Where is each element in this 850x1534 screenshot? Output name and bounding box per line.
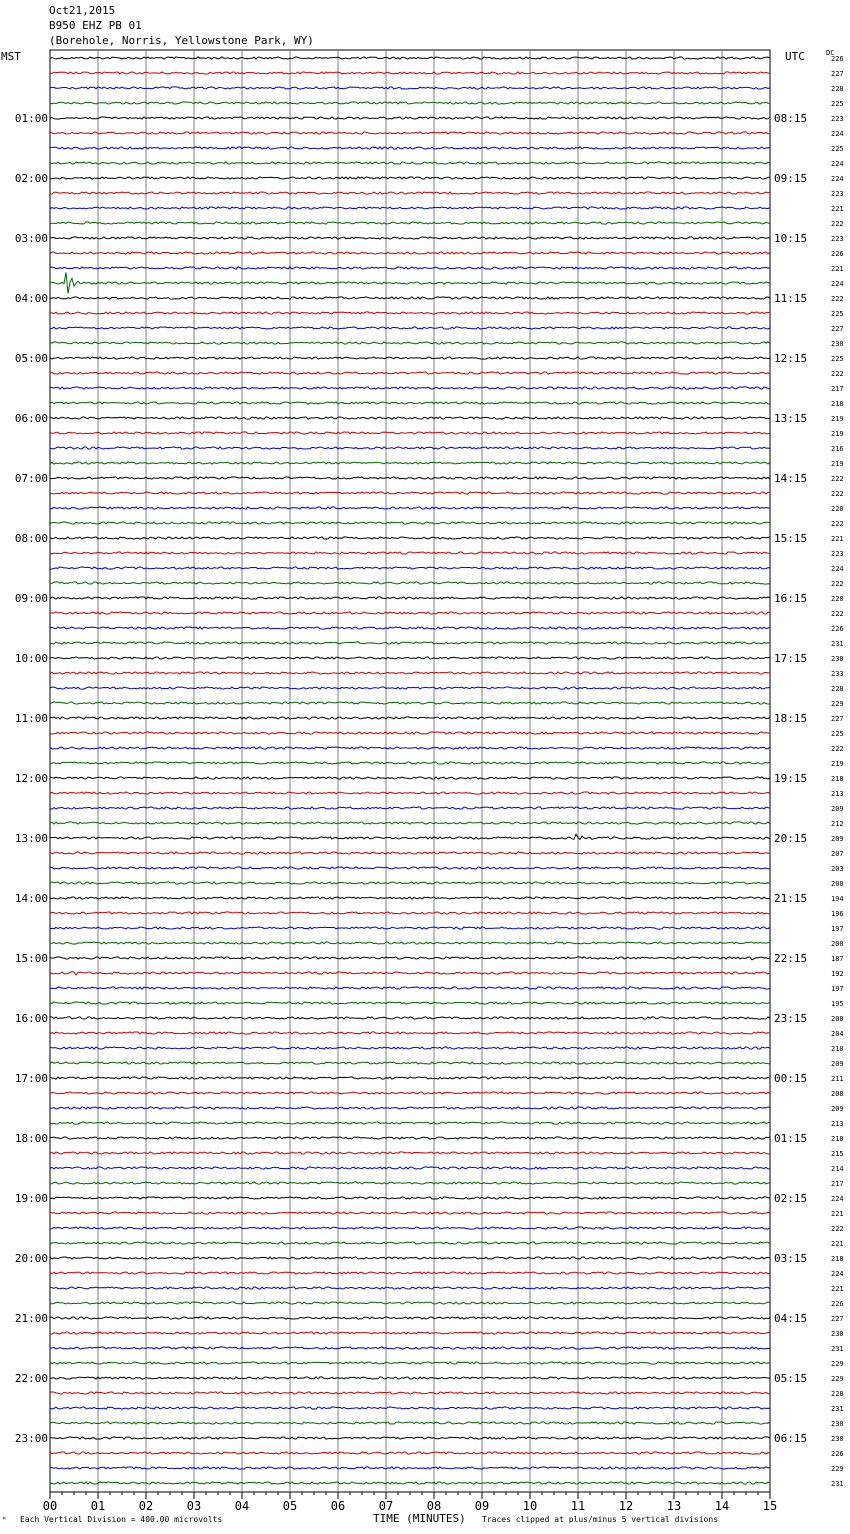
dc-offset-label: 230: [831, 655, 844, 663]
trace-line-59: [50, 942, 770, 944]
dc-offset-label: 231: [831, 1480, 844, 1488]
utc-hour-label: 19:15: [774, 772, 808, 785]
x-tick-label: 01: [90, 1499, 106, 1513]
trace-line-92: [50, 1437, 770, 1439]
dc-offset-label: 219: [831, 430, 844, 438]
trace-line-6: [50, 147, 770, 149]
dc-offset-label: 229: [831, 1360, 844, 1368]
trace-line-13: [50, 252, 770, 254]
dc-offset-label: 192: [831, 970, 844, 978]
x-tick-label: 13: [666, 1499, 682, 1513]
utc-hour-label: 22:15: [774, 952, 808, 965]
dc-offset-label: 217: [831, 1180, 844, 1188]
trace-line-87: [50, 1362, 770, 1364]
x-tick-label: 10: [522, 1499, 538, 1513]
utc-hour-label: 21:15: [774, 892, 808, 905]
dc-offset-label: 226: [831, 55, 844, 63]
trace-line-56: [50, 897, 770, 899]
trace-line-11: [50, 222, 770, 224]
trace-line-8: [50, 177, 770, 179]
dc-offset-label: 226: [831, 250, 844, 258]
trace-line-30: [50, 507, 770, 509]
trace-line-31: [50, 522, 770, 524]
dc-offset-label: 226: [831, 1300, 844, 1308]
trace-line-88: [50, 1377, 770, 1379]
x-tick-label: 06: [330, 1499, 346, 1513]
utc-hour-label: 09:15: [774, 172, 808, 185]
plot-frame: [50, 50, 770, 1492]
dc-offset-label: 222: [831, 1225, 844, 1233]
x-tick-label: 09: [474, 1499, 490, 1513]
dc-offset-label: 221: [831, 1285, 844, 1293]
mst-hour-label: 13:00: [14, 832, 48, 845]
trace-line-36: [50, 597, 770, 599]
dc-offset-label: 227: [831, 325, 844, 333]
dc-offset-label: 229: [831, 1465, 844, 1473]
dc-offset-label: 223: [831, 550, 844, 558]
dc-offset-label: 224: [831, 160, 844, 168]
x-tick-label: 00: [42, 1499, 58, 1513]
dc-offset-label: 231: [831, 1405, 844, 1413]
trace-line-63: [50, 1002, 770, 1004]
dc-offset-label: 210: [831, 1135, 844, 1143]
trace-line-7: [50, 162, 770, 164]
dc-offset-label: 216: [831, 445, 844, 453]
trace-line-15: [50, 273, 770, 294]
trace-line-18: [50, 327, 770, 329]
trace-line-90: [50, 1407, 770, 1409]
mst-hour-label: 07:00: [14, 472, 48, 485]
dc-offset-label: 194: [831, 895, 844, 903]
trace-line-25: [50, 432, 770, 434]
trace-line-76: [50, 1197, 770, 1199]
mst-hour-label: 10:00: [14, 652, 48, 665]
x-tick-label: 12: [618, 1499, 634, 1513]
label-group: [15, 55, 844, 1513]
dc-offset-label: 224: [831, 175, 844, 183]
trace-line-71: [50, 1122, 770, 1124]
dc-offset-label: 222: [831, 220, 844, 228]
dc-offset-label: 218: [831, 775, 844, 783]
trace-line-42: [50, 687, 770, 689]
dc-offset-label: 224: [831, 130, 844, 138]
dc-offset-label: 220: [831, 505, 844, 513]
dc-offset-label: 215: [831, 1150, 844, 1158]
utc-hour-label: 05:15: [774, 1372, 808, 1385]
dc-offset-label: 225: [831, 730, 844, 738]
trace-line-39: [50, 642, 770, 644]
dc-offset-label: 222: [831, 610, 844, 618]
dc-offset-label: 195: [831, 1000, 844, 1008]
utc-hour-label: 08:15: [774, 112, 808, 125]
dc-label: DC: [826, 49, 835, 57]
dc-offset-label: 219: [831, 415, 844, 423]
mst-hour-label: 09:00: [14, 592, 48, 605]
mst-hour-label: 16:00: [14, 1012, 48, 1025]
trace-line-70: [50, 1107, 770, 1109]
dc-offset-label: 222: [831, 370, 844, 378]
trace-line-50: [50, 807, 770, 809]
dc-offset-label: 224: [831, 1195, 844, 1203]
dc-offset-label: 219: [831, 760, 844, 768]
dc-offset-label: 222: [831, 745, 844, 753]
mst-hour-label: 05:00: [14, 352, 48, 365]
mst-hour-label: 23:00: [14, 1432, 48, 1445]
dc-offset-label: 209: [831, 1060, 844, 1068]
trace-line-75: [50, 1182, 770, 1184]
dc-offset-label: 209: [831, 1105, 844, 1113]
dc-offset-label: 212: [831, 820, 844, 828]
trace-line-45: [50, 732, 770, 734]
dc-offset-label: 225: [831, 100, 844, 108]
dc-offset-label: 203: [831, 865, 844, 873]
dc-offset-label: 224: [831, 1270, 844, 1278]
trace-line-41: [50, 672, 770, 674]
mst-label: MST: [1, 50, 21, 63]
trace-line-16: [50, 297, 770, 299]
dc-offset-label: 222: [831, 475, 844, 483]
trace-line-69: [50, 1092, 770, 1094]
dc-offset-label: 223: [831, 190, 844, 198]
trace-line-79: [50, 1242, 770, 1244]
dc-offset-label: 228: [831, 1390, 844, 1398]
dc-offset-label: 226: [831, 1450, 844, 1458]
dc-offset-label: 197: [831, 925, 844, 933]
trace-line-82: [50, 1287, 770, 1289]
dc-offset-label: 217: [831, 385, 844, 393]
dc-offset-label: 211: [831, 1075, 844, 1083]
x-tick-label: 04: [234, 1499, 250, 1513]
dc-offset-label: 222: [831, 490, 844, 498]
dc-offset-label: 221: [831, 1210, 844, 1218]
utc-hour-label: 11:15: [774, 292, 808, 305]
trace-group: [50, 57, 770, 1484]
dc-offset-label: 209: [831, 835, 844, 843]
mst-hour-label: 04:00: [14, 292, 48, 305]
trace-line-80: [50, 1257, 770, 1259]
trace-line-91: [50, 1422, 770, 1424]
dc-offset-label: 227: [831, 715, 844, 723]
station-location: (Borehole, Norris, Yellowstone Park, WY): [49, 34, 314, 47]
utc-hour-label: 16:15: [774, 592, 808, 605]
clip-note: Traces clipped at plus/minus 5 vertical divisions: [482, 1515, 719, 1524]
x-axis-label: TIME (MINUTES): [373, 1512, 466, 1525]
trace-line-57: [50, 912, 770, 914]
mst-hour-label: 19:00: [14, 1192, 48, 1205]
utc-label: UTC: [785, 50, 805, 63]
mst-hour-label: 22:00: [14, 1372, 48, 1385]
trace-line-94: [50, 1467, 770, 1469]
trace-line-58: [50, 927, 770, 929]
dc-offset-label: 218: [831, 400, 844, 408]
trace-line-20: [50, 357, 770, 359]
dc-offset-label: 225: [831, 310, 844, 318]
trace-line-33: [50, 552, 770, 554]
x-tick-label: 11: [570, 1499, 586, 1513]
dc-offset-label: 213: [831, 790, 844, 798]
dc-offset-label: 200: [831, 1015, 844, 1023]
utc-hour-label: 14:15: [774, 472, 808, 485]
utc-hour-label: 00:15: [774, 1072, 808, 1085]
dc-offset-label: 227: [831, 70, 844, 78]
dc-offset-label: 225: [831, 145, 844, 153]
trace-line-44: [50, 717, 770, 719]
x-tick-label: 05: [282, 1499, 298, 1513]
trace-line-3: [50, 102, 770, 104]
dc-offset-label: 219: [831, 460, 844, 468]
trace-line-62: [50, 987, 770, 989]
utc-hour-label: 23:15: [774, 1012, 808, 1025]
mst-hour-label: 03:00: [14, 232, 48, 245]
dc-offset-label: 227: [831, 1315, 844, 1323]
trace-line-23: [50, 402, 770, 404]
trace-line-1: [50, 72, 770, 74]
trace-line-5: [50, 132, 770, 134]
dc-offset-label: 214: [831, 1165, 844, 1173]
trace-line-10: [50, 207, 770, 209]
utc-hour-label: 02:15: [774, 1192, 808, 1205]
utc-hour-label: 17:15: [774, 652, 808, 665]
trace-line-19: [50, 342, 770, 344]
trace-line-85: [50, 1332, 770, 1334]
dc-offset-label: 213: [831, 1120, 844, 1128]
mst-hour-label: 17:00: [14, 1072, 48, 1085]
x-tick-label: 15: [762, 1499, 778, 1513]
trace-line-52: [50, 834, 770, 839]
dc-offset-label: 228: [831, 85, 844, 93]
x-tick-label: 03: [186, 1499, 202, 1513]
trace-line-68: [50, 1077, 770, 1079]
mst-hour-label: 14:00: [14, 892, 48, 905]
trace-line-48: [50, 777, 770, 779]
dc-offset-label: 218: [831, 1255, 844, 1263]
utc-hour-label: 12:15: [774, 352, 808, 365]
dc-offset-label: 196: [831, 910, 844, 918]
dc-offset-label: 221: [831, 535, 844, 543]
trace-line-29: [50, 492, 770, 494]
dc-offset-label: 231: [831, 1345, 844, 1353]
x-tick-label: 14: [714, 1499, 730, 1513]
mst-hour-label: 08:00: [14, 532, 48, 545]
trace-line-77: [50, 1212, 770, 1214]
dc-offset-label: 221: [831, 265, 844, 273]
dc-offset-label: 208: [831, 1090, 844, 1098]
trace-line-22: [50, 387, 770, 389]
trace-line-46: [50, 747, 770, 749]
dc-offset-label: 230: [831, 1435, 844, 1443]
trace-line-72: [50, 1137, 770, 1139]
trace-line-64: [50, 1017, 770, 1019]
dc-offset-label: 220: [831, 595, 844, 603]
trace-line-43: [50, 702, 770, 704]
trace-line-12: [50, 237, 770, 239]
dc-offset-label: 200: [831, 940, 844, 948]
dc-offset-label: 210: [831, 1045, 844, 1053]
trace-line-47: [50, 762, 770, 764]
mst-hour-label: 02:00: [14, 172, 48, 185]
x-tick-label: 02: [138, 1499, 154, 1513]
utc-hour-label: 15:15: [774, 532, 808, 545]
dc-offset-label: 207: [831, 850, 844, 858]
utc-hour-label: 01:15: [774, 1132, 808, 1145]
trace-line-4: [50, 117, 770, 119]
station-code: B950 EHZ PB 01: [49, 19, 142, 32]
x-tick-label: 08: [426, 1499, 442, 1513]
trace-line-89: [50, 1392, 770, 1394]
chart-date: Oct21,2015: [49, 4, 116, 17]
trace-line-38: [50, 627, 770, 629]
trace-line-78: [50, 1227, 770, 1229]
dc-offset-label: 230: [831, 1420, 844, 1428]
trace-line-34: [50, 567, 770, 569]
trace-line-2: [50, 87, 770, 89]
utc-hour-label: 13:15: [774, 412, 808, 425]
trace-line-65: [50, 1032, 770, 1034]
dc-offset-label: 223: [831, 115, 844, 123]
dc-offset-label: 229: [831, 700, 844, 708]
dc-offset-label: 225: [831, 355, 844, 363]
utc-hour-label: 06:15: [774, 1432, 808, 1445]
trace-line-37: [50, 612, 770, 614]
trace-line-28: [50, 477, 770, 479]
trace-line-54: [50, 867, 770, 869]
dc-offset-label: 223: [831, 235, 844, 243]
dc-offset-label: 221: [831, 1240, 844, 1248]
trace-line-93: [50, 1452, 770, 1454]
mst-hour-label: 06:00: [14, 412, 48, 425]
x-tick-label: 07: [378, 1499, 394, 1513]
trace-line-17: [50, 312, 770, 314]
mst-hour-label: 12:00: [14, 772, 48, 785]
dc-offset-label: 187: [831, 955, 844, 963]
trace-line-67: [50, 1062, 770, 1064]
dc-offset-label: 228: [831, 685, 844, 693]
trace-line-40: [50, 657, 770, 659]
dc-offset-label: 230: [831, 1330, 844, 1338]
vertical-division-note: Each Vertical Division = 400.00 microvolts: [20, 1515, 223, 1524]
trace-line-73: [50, 1152, 770, 1154]
dc-offset-label: 231: [831, 640, 844, 648]
dc-offset-label: 197: [831, 985, 844, 993]
utc-hour-label: 10:15: [774, 232, 808, 245]
trace-line-32: [50, 537, 770, 539]
utc-hour-label: 20:15: [774, 832, 808, 845]
mst-hour-label: 21:00: [14, 1312, 48, 1325]
trace-line-35: [50, 582, 770, 584]
mst-hour-label: 11:00: [14, 712, 48, 725]
dc-offset-label: 224: [831, 565, 844, 573]
dc-offset-label: 209: [831, 805, 844, 813]
trace-line-26: [50, 447, 770, 449]
dc-offset-label: 230: [831, 340, 844, 348]
dc-offset-label: 233: [831, 670, 844, 678]
dc-offset-label: 222: [831, 580, 844, 588]
corner-mark: ᴹ: [2, 1516, 7, 1524]
dc-offset-label: 226: [831, 625, 844, 633]
trace-line-74: [50, 1167, 770, 1169]
dc-offset-label: 222: [831, 295, 844, 303]
trace-line-61: [50, 972, 770, 976]
trace-line-84: [50, 1317, 770, 1319]
dc-offset-label: 221: [831, 205, 844, 213]
trace-line-83: [50, 1302, 770, 1304]
mst-hour-label: 15:00: [14, 952, 48, 965]
trace-line-24: [50, 417, 770, 419]
trace-line-55: [50, 882, 770, 884]
mst-hour-label: 20:00: [14, 1252, 48, 1265]
dc-offset-label: 200: [831, 880, 844, 888]
trace-line-86: [50, 1347, 770, 1349]
trace-line-95: [50, 1482, 770, 1484]
trace-line-81: [50, 1272, 770, 1274]
trace-line-27: [50, 462, 770, 464]
trace-line-53: [50, 852, 770, 854]
utc-hour-label: 03:15: [774, 1252, 808, 1265]
dc-offset-label: 224: [831, 280, 844, 288]
trace-line-49: [50, 792, 770, 794]
trace-line-21: [50, 372, 770, 374]
utc-hour-label: 18:15: [774, 712, 808, 725]
trace-line-60: [50, 957, 770, 960]
mst-hour-label: 01:00: [14, 112, 48, 125]
utc-hour-label: 04:15: [774, 1312, 808, 1325]
trace-line-9: [50, 192, 770, 194]
dc-offset-label: 204: [831, 1030, 844, 1038]
trace-line-66: [50, 1047, 770, 1049]
dc-offset-label: 222: [831, 520, 844, 528]
trace-line-14: [50, 267, 770, 269]
dc-offset-label: 229: [831, 1375, 844, 1383]
mst-hour-label: 18:00: [14, 1132, 48, 1145]
trace-line-51: [50, 822, 770, 824]
trace-line-0: [50, 57, 770, 59]
